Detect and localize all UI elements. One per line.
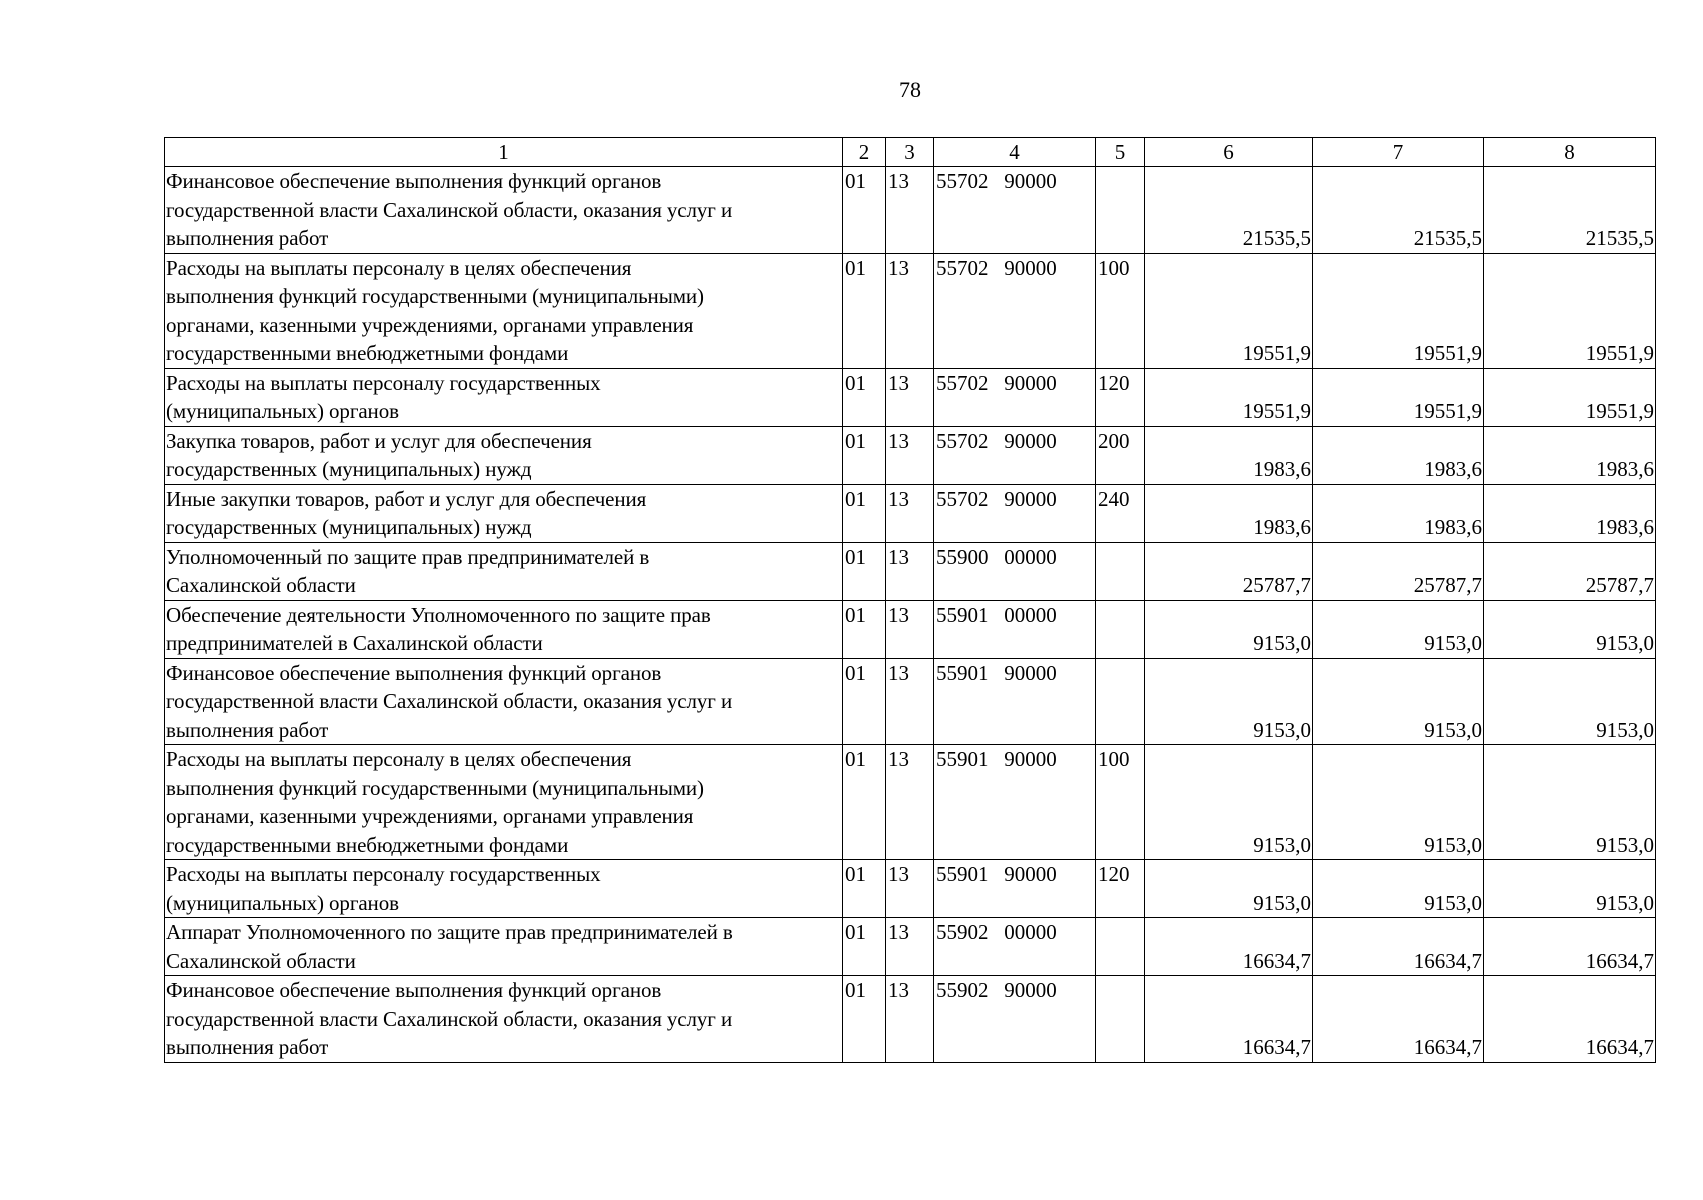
expense-type-code bbox=[1096, 600, 1145, 658]
section-code: 01 bbox=[843, 426, 886, 484]
subsection-code: 13 bbox=[886, 745, 934, 860]
amount-col-8: 1983,6 bbox=[1484, 426, 1656, 484]
subsection-code: 13 bbox=[886, 484, 934, 542]
description-line: Финансовое обеспечение выполнения функций органов bbox=[166, 978, 662, 1002]
amount-col-6: 9153,0 bbox=[1145, 745, 1313, 860]
description-line: органами, казенными учреждениями, органами управления bbox=[166, 312, 694, 337]
description-line: органами, казенными учреждениями, органами управления bbox=[166, 804, 694, 828]
row-description bbox=[165, 658, 843, 745]
amount-col-8: 9153,0 bbox=[1484, 600, 1656, 658]
description-line: Сахалинской области bbox=[166, 573, 356, 597]
amount-col-8: 9153,0 bbox=[1484, 658, 1656, 745]
description-line: государственной власти Сахалинской области, оказания услуг и bbox=[166, 689, 733, 713]
description-line: Финансовое обеспечение выполнения функций органов bbox=[166, 660, 662, 685]
table-row bbox=[165, 918, 1656, 976]
description-line: Расходы на выплаты персоналу в целях обеспечения bbox=[166, 747, 632, 771]
subsection-code: 13 bbox=[886, 918, 934, 976]
amount-col-8: 25787,7 bbox=[1484, 542, 1656, 600]
subsection-code: 13 bbox=[886, 542, 934, 600]
subsection-code: 13 bbox=[886, 976, 934, 1063]
target-article-code: 55902 00000 bbox=[934, 918, 1096, 976]
section-code: 01 bbox=[843, 542, 886, 600]
target-article-code: 55901 90000 bbox=[934, 745, 1096, 860]
amount-col-8: 16634,7 bbox=[1484, 918, 1656, 976]
page-number: 78 bbox=[899, 77, 921, 102]
description-line: предпринимателей в Сахалинской области bbox=[166, 631, 543, 655]
table-row bbox=[165, 745, 1656, 860]
description-line: государственными внебюджетными фондами bbox=[166, 341, 569, 365]
subsection-code: 13 bbox=[886, 167, 934, 254]
amount-col-8: 19551,9 bbox=[1484, 368, 1656, 426]
description-line: государственных (муниципальных) нужд bbox=[166, 457, 532, 481]
amount-col-8: 9153,0 bbox=[1484, 745, 1656, 860]
description-line: государственных (муниципальных) нужд bbox=[166, 515, 532, 539]
amount-col-6: 25787,7 bbox=[1145, 542, 1313, 600]
column-number-6: 6 bbox=[1145, 138, 1313, 167]
table-row bbox=[165, 167, 1656, 254]
description-line: выполнения работ bbox=[166, 226, 329, 250]
expense-type-code: 240 bbox=[1096, 484, 1145, 542]
amount-col-7: 25787,7 bbox=[1313, 542, 1484, 600]
table-row bbox=[165, 542, 1656, 600]
amount-col-6: 1983,6 bbox=[1145, 484, 1313, 542]
amount-col-7: 21535,5 bbox=[1313, 167, 1484, 254]
amount-col-7: 16634,7 bbox=[1313, 918, 1484, 976]
row-description bbox=[165, 918, 843, 976]
section-code: 01 bbox=[843, 745, 886, 860]
description-line: Иные закупки товаров, работ и услуг для обеспечения bbox=[166, 486, 647, 511]
description-line: Расходы на выплаты персоналу государственных bbox=[166, 370, 601, 395]
table-row bbox=[165, 976, 1656, 1063]
amount-col-6: 9153,0 bbox=[1145, 658, 1313, 745]
section-code: 01 bbox=[843, 658, 886, 745]
description-line: выполнения работ bbox=[166, 1035, 329, 1059]
subsection-code: 13 bbox=[886, 658, 934, 745]
amount-col-6: 19551,9 bbox=[1145, 253, 1313, 368]
budget-table bbox=[164, 137, 1656, 1063]
row-description bbox=[165, 860, 843, 918]
description-line: государственной власти Сахалинской области, оказания услуг и bbox=[166, 1006, 733, 1031]
expense-type-code: 120 bbox=[1096, 860, 1145, 918]
amount-col-6: 19551,9 bbox=[1145, 368, 1313, 426]
description-line: Уполномоченный по защите прав предпринимателей в bbox=[166, 544, 650, 569]
subsection-code: 13 bbox=[886, 368, 934, 426]
section-code: 01 bbox=[843, 918, 886, 976]
table-row bbox=[165, 426, 1656, 484]
column-number-7: 7 bbox=[1313, 138, 1484, 167]
amount-col-7: 9153,0 bbox=[1313, 600, 1484, 658]
target-article-code: 55901 00000 bbox=[934, 600, 1096, 658]
target-article-code: 55901 90000 bbox=[934, 658, 1096, 745]
expense-type-code bbox=[1096, 167, 1145, 254]
description-line: (муниципальных) органов bbox=[166, 890, 399, 915]
column-number-3: 3 bbox=[886, 138, 934, 167]
table-row bbox=[165, 368, 1656, 426]
expense-type-code bbox=[1096, 918, 1145, 976]
row-description bbox=[165, 542, 843, 600]
amount-col-7: 19551,9 bbox=[1313, 253, 1484, 368]
section-code: 01 bbox=[843, 600, 886, 658]
description-line: государственной власти Сахалинской области, оказания услуг и bbox=[166, 197, 733, 222]
amount-col-7: 9153,0 bbox=[1313, 860, 1484, 918]
amount-col-6: 16634,7 bbox=[1145, 918, 1313, 976]
amount-col-7: 1983,6 bbox=[1313, 484, 1484, 542]
amount-col-7: 1983,6 bbox=[1313, 426, 1484, 484]
target-article-code: 55702 90000 bbox=[934, 484, 1096, 542]
description-line: выполнения функций государственными (муниципальными) bbox=[166, 284, 704, 308]
amount-col-6: 16634,7 bbox=[1145, 976, 1313, 1063]
row-description bbox=[165, 426, 843, 484]
table-row bbox=[165, 484, 1656, 542]
description-line: Аппарат Уполномоченного по защите прав предпринимателей в bbox=[166, 920, 733, 944]
row-description bbox=[165, 368, 843, 426]
row-description bbox=[165, 167, 843, 254]
subsection-code: 13 bbox=[886, 426, 934, 484]
row-description bbox=[165, 253, 843, 368]
section-code: 01 bbox=[843, 253, 886, 368]
amount-col-7: 9153,0 bbox=[1313, 745, 1484, 860]
column-number-1: 1 bbox=[165, 138, 843, 167]
row-description bbox=[165, 600, 843, 658]
table-row bbox=[165, 600, 1656, 658]
subsection-code: 13 bbox=[886, 860, 934, 918]
expense-type-code: 100 bbox=[1096, 253, 1145, 368]
description-line: выполнения функций государственными (муниципальными) bbox=[166, 775, 704, 800]
table-row bbox=[165, 860, 1656, 918]
amount-col-8: 21535,5 bbox=[1484, 167, 1656, 254]
target-article-code: 55901 90000 bbox=[934, 860, 1096, 918]
amount-col-8: 9153,0 bbox=[1484, 860, 1656, 918]
section-code: 01 bbox=[843, 368, 886, 426]
target-article-code: 55702 90000 bbox=[934, 253, 1096, 368]
description-line: государственными внебюджетными фондами bbox=[166, 832, 569, 857]
description-line: выполнения работ bbox=[166, 717, 329, 742]
expense-type-code: 120 bbox=[1096, 368, 1145, 426]
subsection-code: 13 bbox=[886, 600, 934, 658]
column-number-8: 8 bbox=[1484, 138, 1656, 167]
description-line: Закупка товаров, работ и услуг для обеспечения bbox=[166, 428, 592, 453]
target-article-code: 55902 90000 bbox=[934, 976, 1096, 1063]
row-description bbox=[165, 976, 843, 1063]
row-description bbox=[165, 745, 843, 860]
table-row bbox=[165, 658, 1656, 745]
table-row bbox=[165, 253, 1656, 368]
subsection-code: 13 bbox=[886, 253, 934, 368]
description-line: Расходы на выплаты персоналу в целях обеспечения bbox=[166, 255, 632, 280]
section-code: 01 bbox=[843, 167, 886, 254]
amount-col-6: 9153,0 bbox=[1145, 860, 1313, 918]
target-article-code: 55702 90000 bbox=[934, 368, 1096, 426]
expense-type-code bbox=[1096, 658, 1145, 745]
amount-col-6: 9153,0 bbox=[1145, 600, 1313, 658]
column-number-4: 4 bbox=[934, 138, 1096, 167]
column-number-row bbox=[165, 138, 1656, 167]
column-number-2: 2 bbox=[843, 138, 886, 167]
column-number-5: 5 bbox=[1096, 138, 1145, 167]
description-line: Сахалинской области bbox=[166, 948, 356, 973]
amount-col-6: 21535,5 bbox=[1145, 167, 1313, 254]
amount-col-8: 1983,6 bbox=[1484, 484, 1656, 542]
table-header bbox=[165, 138, 1656, 167]
section-code: 01 bbox=[843, 484, 886, 542]
amount-col-8: 16634,7 bbox=[1484, 976, 1656, 1063]
expense-type-code bbox=[1096, 976, 1145, 1063]
description-line: Финансовое обеспечение выполнения функций органов bbox=[166, 169, 662, 193]
target-article-code: 55702 90000 bbox=[934, 167, 1096, 254]
expense-type-code bbox=[1096, 542, 1145, 600]
amount-col-8: 19551,9 bbox=[1484, 253, 1656, 368]
description-line: Расходы на выплаты персоналу государственных bbox=[166, 862, 601, 886]
expense-type-code: 200 bbox=[1096, 426, 1145, 484]
amount-col-7: 19551,9 bbox=[1313, 368, 1484, 426]
amount-col-7: 16634,7 bbox=[1313, 976, 1484, 1063]
description-line: Обеспечение деятельности Уполномоченного по защите прав bbox=[166, 602, 711, 627]
description-line: (муниципальных) органов bbox=[166, 399, 399, 423]
table-body bbox=[165, 167, 1656, 1063]
target-article-code: 55702 90000 bbox=[934, 426, 1096, 484]
expense-type-code: 100 bbox=[1096, 745, 1145, 860]
amount-col-7: 9153,0 bbox=[1313, 658, 1484, 745]
section-code: 01 bbox=[843, 860, 886, 918]
amount-col-6: 1983,6 bbox=[1145, 426, 1313, 484]
row-description bbox=[165, 484, 843, 542]
section-code: 01 bbox=[843, 976, 886, 1063]
target-article-code: 55900 00000 bbox=[934, 542, 1096, 600]
